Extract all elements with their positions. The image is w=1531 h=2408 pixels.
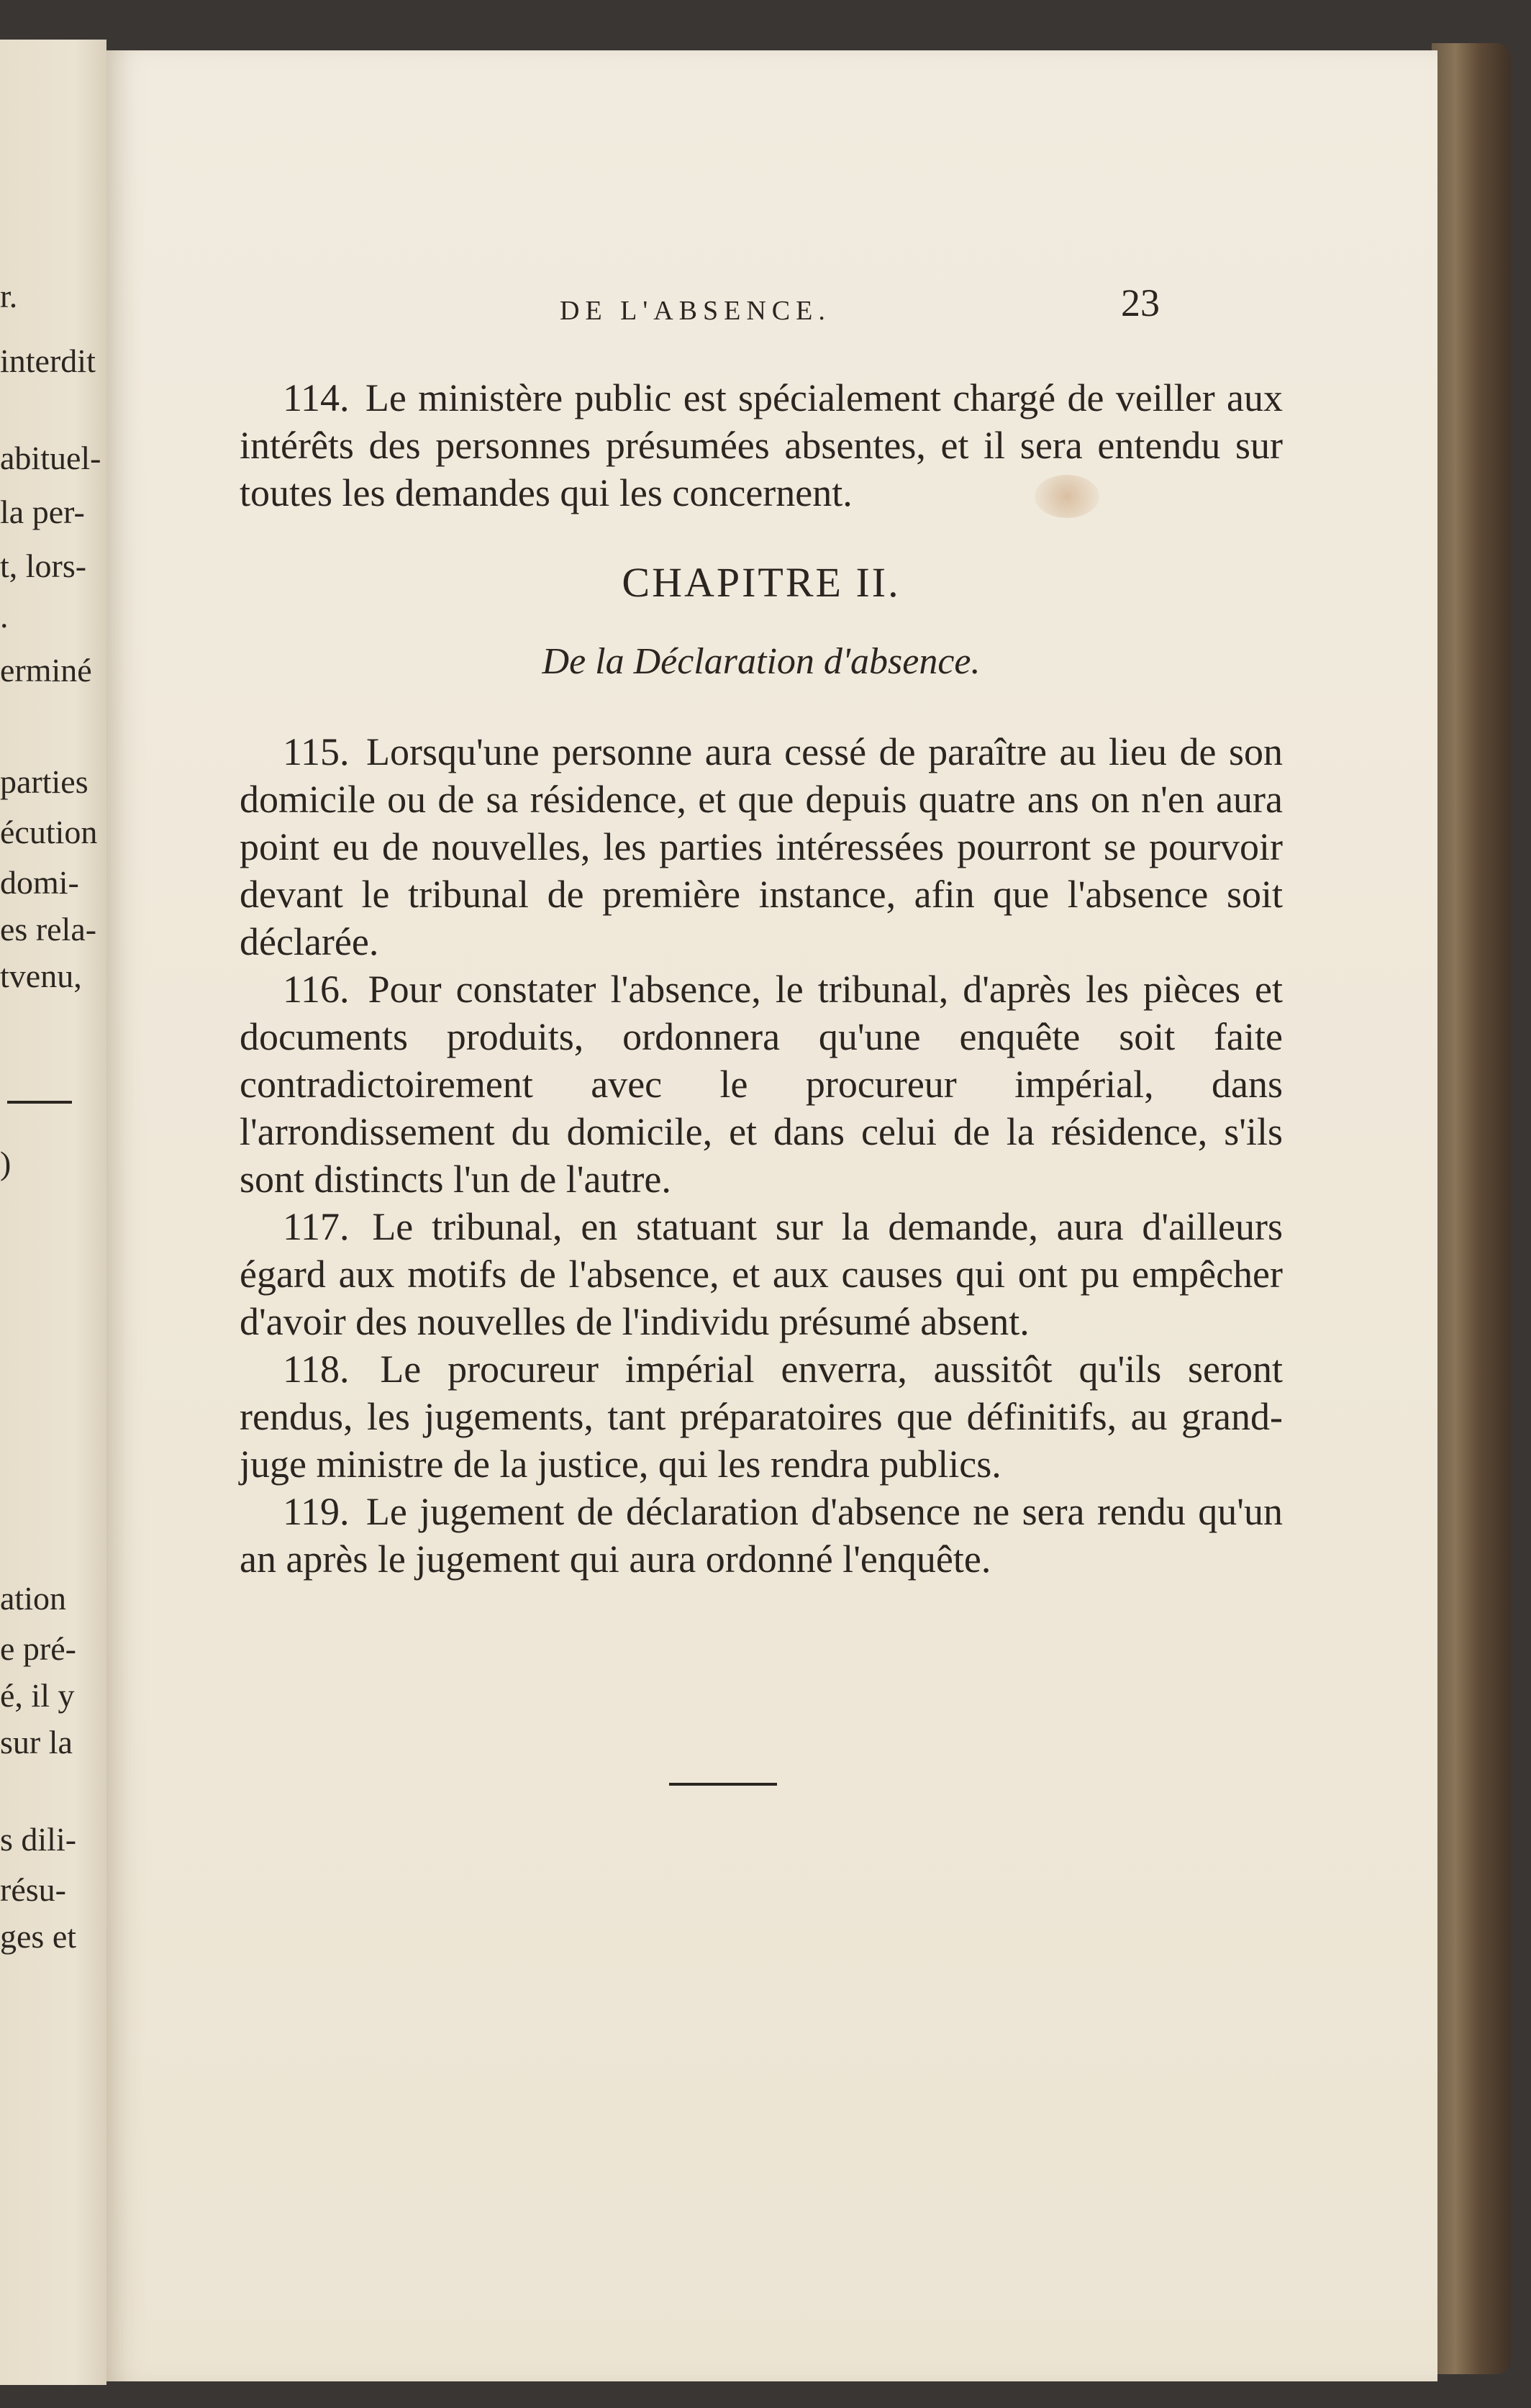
left-fragment: é, il y xyxy=(0,1677,75,1714)
left-divider xyxy=(7,1101,72,1104)
book-page xyxy=(106,50,1437,2381)
text-block xyxy=(240,374,1283,1583)
article-text: Le ministère public est spécialement chargé de veiller aux intérêts des personnes présumées absentes, et il sera entendu sur toutes les demandes qui les concernent. xyxy=(240,376,1284,514)
article-119 xyxy=(240,1488,1283,1583)
left-fragment: e pré- xyxy=(0,1630,76,1667)
left-fragment: domi- xyxy=(0,864,79,901)
left-fragment: erminé xyxy=(0,652,92,689)
article-117 xyxy=(240,1203,1283,1345)
chapter-subtitle: De la Déclaration d'absence. xyxy=(542,641,981,682)
left-fragment: t, lors- xyxy=(0,548,87,584)
running-head: DE L'ABSENCE. xyxy=(560,296,831,326)
article-number: 119. xyxy=(283,1490,350,1533)
article-number: 117. xyxy=(283,1205,350,1248)
left-fragment: écution xyxy=(0,814,98,850)
left-fragment: sur la xyxy=(0,1724,73,1760)
left-fragment: es rela- xyxy=(0,911,97,948)
article-text: Pour constater l'absence, le tribunal, d'après les pièces et documents produits, ordonnera qu'une enquête soit faite contradictoirement avec le procureur impérial, dans l'arrondissement du domicile, et dans celui de la résidence, s'ils sont distincts l'un de l'autre. xyxy=(240,968,1284,1201)
page-number: 23 xyxy=(1121,281,1160,324)
left-fragment: r. xyxy=(0,278,18,314)
article-114 xyxy=(240,374,1283,517)
left-fragment: parties xyxy=(0,763,88,800)
article-text: Lorsqu'une personne aura cessé de paraître au lieu de son domicile ou de sa résidence, et que depuis quatre ans on n'en aura point eu de nouvelles, les parties intéressées pourront se pourvoir devant le tribunal de première instance, afin que l'absence soit déclarée. xyxy=(240,730,1283,963)
article-118 xyxy=(240,1345,1283,1488)
article-116 xyxy=(240,966,1283,1203)
left-fragment: . xyxy=(0,598,9,635)
left-fragment: ation xyxy=(0,1580,66,1617)
chapter-title: CHAPITRE II. xyxy=(622,559,901,606)
article-text: Le tribunal, en statuant sur la demande, aura d'ailleurs égard aux motifs de l'absence, et aux causes qui ont pu empêcher d'avoir des nouvelles de l'individu présumé absent. xyxy=(240,1205,1284,1343)
article-number: 118. xyxy=(283,1348,350,1391)
left-fragment: résu- xyxy=(0,1871,66,1908)
article-number: 114. xyxy=(283,376,350,419)
left-fragment: la per- xyxy=(0,494,85,530)
article-text: Le jugement de déclaration d'absence ne sera rendu qu'un an après le jugement qui aura ordonné l'enquête. xyxy=(240,1490,1283,1581)
left-fragment: ges et xyxy=(0,1918,77,1955)
article-number: 115. xyxy=(283,730,350,773)
end-rule xyxy=(669,1783,777,1786)
book-edge xyxy=(1432,43,1511,2374)
article-number: 116. xyxy=(283,968,350,1011)
article-text: Le procureur impérial enverra, aussitôt qu'ils seront rendus, les jugements, tant préparatoires que définitifs, au grand-juge ministre de la justice, qui les rendra publics. xyxy=(240,1348,1284,1486)
article-115 xyxy=(240,728,1283,966)
left-fragment: abituel- xyxy=(0,440,101,476)
left-fragment: ) xyxy=(0,1145,12,1181)
left-fragment: interdit xyxy=(0,342,96,379)
left-page-margin xyxy=(0,40,106,2385)
left-fragment: tvenu, xyxy=(0,958,82,994)
left-fragment: s dili- xyxy=(0,1821,77,1858)
